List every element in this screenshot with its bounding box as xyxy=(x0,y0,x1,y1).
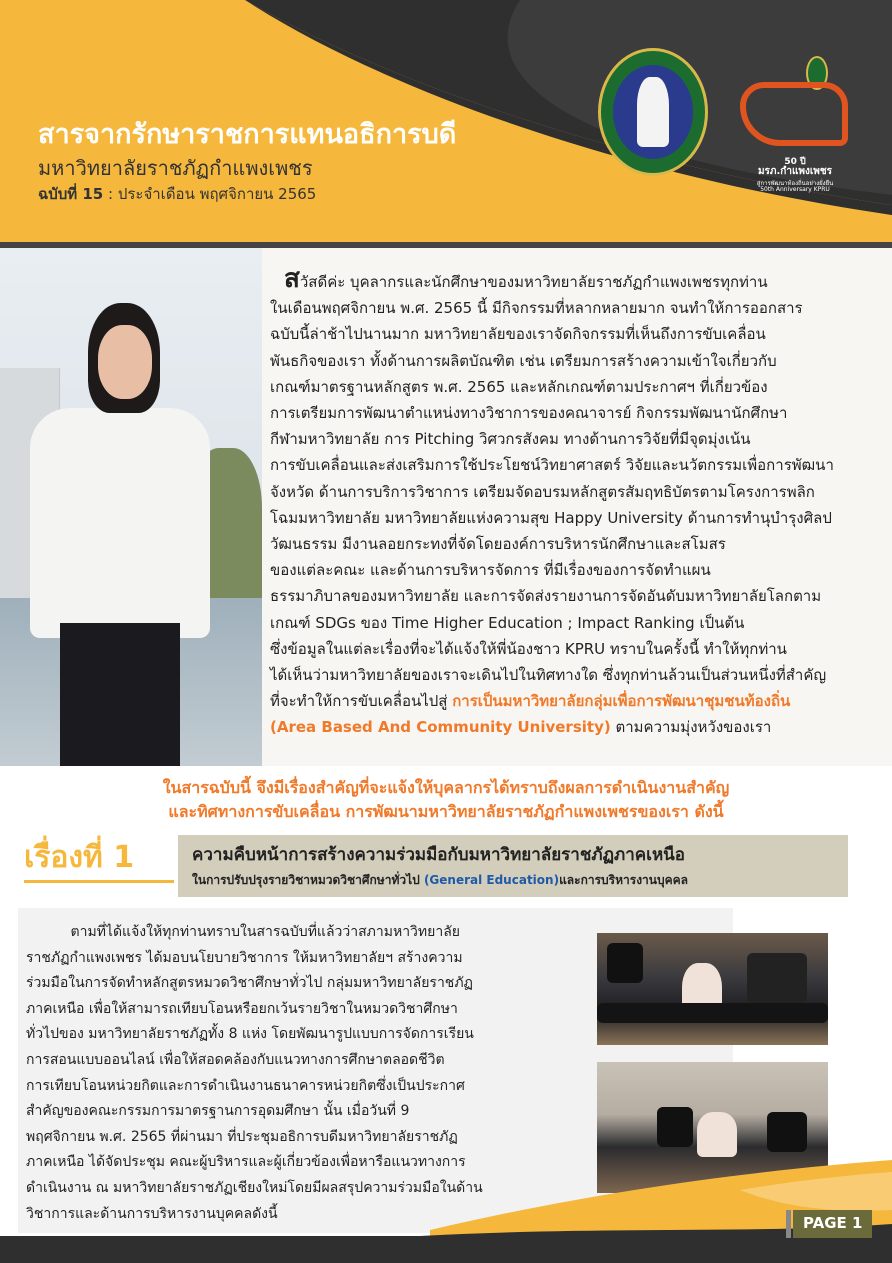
meeting-photo-1 xyxy=(597,933,828,1045)
message-line: กีฬามหาวิทยาลัย การ Pitching วิศวกรสังคม ทางด้านการวิจัยที่มีจุดมุ่งเน้น xyxy=(270,430,751,449)
story-line: การเทียบโอนหน่วยกิตและการดำเนินงานธนาคารหน่วยกิตซึ่งเป็นประกาศ xyxy=(26,1077,465,1094)
story-line: ร่วมมือในการจัดทำหลักสูตรหมวดวิชาศึกษาทั่วไป กลุ่มมหาวิทยาลัยราชภัฏ xyxy=(26,975,473,992)
anniversary-logo: 50 ปี มรภ.กำแพงเพชร สู่การพัฒนาท้องถิ่นอย่างยั่งยืน 50th Anniversary KPRU xyxy=(736,52,854,194)
story-line: วิชาการและด้านการบริหารงานบุคคลดังนี้ xyxy=(26,1205,278,1222)
message-line: วัฒนธรรม มีงานลอยกระทงที่จัดโดยองค์การบริหารนักศึกษาและสโมสร xyxy=(270,535,726,554)
page-number: PAGE 1 xyxy=(793,1210,872,1238)
story-line: ภาคเหนือ เพื่อให้สามารถเทียบโอนหรือยกเว้นรายวิชาในหมวดวิชาศึกษา xyxy=(26,1000,458,1017)
issue-number: ฉบับที่ 15 xyxy=(38,185,104,203)
story-line: ทั่วไปของ มหาวิทยาลัยราชภัฏทั้ง 8 แห่ง โดยพัฒนารูปแบบการจัดการเรียน xyxy=(26,1026,474,1043)
intro-heading: ในสารฉบับนี้ จึงมีเรื่องสำคัญที่จะแจ้งให้บุคลากรได้ทราบถึงผลการดำเนินงานสำคัญ และทิศทางการขับเคลื่อน การพัฒนามหาวิทยาลัยราชภัฏกำแพงเพชรของเรา ดังนี้ xyxy=(162,778,730,821)
story-line: ราชภัฏกำแพงเพชร ได้มอบนโยบายวิชาการ ให้มหาวิทยาลัยฯ สร้างความ xyxy=(26,949,463,966)
message-line: เกณฑ์ SDGs ของ Time Higher Education ; Impact Ranking เป็นต้น xyxy=(270,613,745,632)
message-line: ในเดือนพฤศจิกายน พ.ศ. 2565 นี้ มีกิจกรรมที่หลากหลายมาก จนทำให้การออกสาร xyxy=(270,299,803,318)
portrait-photo xyxy=(0,248,262,766)
drop-cap: ส xyxy=(284,264,300,294)
story-heading-box xyxy=(178,835,848,897)
page-subtitle: มหาวิทยาลัยราชภัฏกำแพงเพชร xyxy=(38,156,313,180)
message-line: จังหวัด ด้านการบริการวิชาการ เตรียมจัดอบรมหลักสูตรสัมฤทธิบัตรตามโครงการพลิก xyxy=(270,482,815,501)
message-line: ได้เห็นว่ามหาวิทยาลัยของเราจะเดินไปในทิศทางใด ซึ่งทุกท่านล้วนเป็นส่วนหนึ่งที่สำคัญ xyxy=(270,666,827,685)
highlight-text: (Area Based And Community University) xyxy=(270,718,611,737)
story-line: ดำเนินงาน ณ มหาวิทยาลัยราชภัฏเชียงใหม่โดยมีผลสรุปความร่วมมือในด้าน xyxy=(26,1179,483,1196)
message-line: (Area Based And Community University) ตามความมุ่งหวังของเรา xyxy=(270,718,772,737)
story-line: การสอนแบบออนไลน์ เพื่อให้สอดคล้องกับแนวทางการศึกษาตลอดชีวิต xyxy=(26,1051,445,1068)
highlight-text: การเป็นมหาวิทยาลัยกลุ่มเพื่อการพัฒนาชุมชนท้องถิ่น xyxy=(452,692,791,711)
message-line: ธรรมาภิบาลของมหาวิทยาลัย และการจัดส่งรายงานการจัดอันดับมหาวิทยาลัยโลกตาม xyxy=(270,587,822,606)
story-subheading: ในการปรับปรุงรายวิชาหมวดวิชาศึกษาทั่วไป (General Education)และการบริหารงานบุคคล xyxy=(192,873,689,887)
message-line: สวัสดีค่ะ บุคลากรและนักศึกษาของมหาวิทยาลัยราชภัฏกำแพงเพชรทุกท่าน xyxy=(284,264,768,294)
story-line: ตามที่ได้แจ้งให้ทุกท่านทราบในสารฉบับที่แล้วว่าสภามหาวิทยาลัย xyxy=(26,924,460,940)
footer-bar xyxy=(0,1150,892,1263)
story-heading: ความคืบหน้าการสร้างความร่วมมือกับมหาวิทยาลัยราชภัฏภาคเหนือ xyxy=(192,845,685,865)
university-logo xyxy=(598,48,708,176)
message-line: ซึ่งข้อมูลในแต่ละเรื่องที่จะได้แจ้งให้พี่น้องชาว KPRU ทราบในครั้งนี้ ทำให้ทุกท่าน xyxy=(270,639,787,658)
story-line: ภาคเหนือ ได้จัดประชุม คณะผู้บริหารและผู้เกี่ยวข้องเพื่อหารือแนวทางการ xyxy=(26,1154,466,1171)
message-line: ที่จะทำให้การขับเคลื่อนไปสู่ การเป็นมหาวิทยาลัยกลุ่มเพื่อการพัฒนาชุมชนท้องถิ่น xyxy=(270,692,791,711)
story-line: พฤศจิกายน พ.ศ. 2565 ที่ผ่านมา ที่ประชุมอธิการบดีมหาวิทยาลัยราชภัฏ xyxy=(26,1128,458,1145)
issue-line xyxy=(38,182,578,206)
message-line: โฉมมหาวิทยาลัย มหาวิทยาลัยแห่งความสุข Happy University ด้านการทำนุบำรุงศิลป xyxy=(270,508,832,527)
message-line: ฉบับนี้ล่าช้าไปนานมาก มหาวิทยาลัยของเราจัดกิจกรรมที่เห็นถึงการขับเคลื่อน xyxy=(270,325,766,344)
message-line: การเตรียมการพัฒนาตำแหน่งทางวิชาการของคณาจารย์ กิจกรรมพัฒนานักศึกษา xyxy=(270,404,788,423)
page-badge xyxy=(786,1210,872,1238)
message-line: พันธกิจของเรา ทั้งด้านการผลิตบัณฑิต เช่น เตรียมการสร้างความเข้าใจเกี่ยวกับ xyxy=(270,351,777,370)
message-line: การขับเคลื่อนและส่งเสริมการใช้ประโยชน์วิทยาศาสตร์ วิจัยและนวัตกรรมเพื่อการพัฒนา xyxy=(270,456,834,475)
issue-date: : ประจำเดือน พฤศจิกายน 2565 xyxy=(103,185,317,203)
message-text xyxy=(270,266,882,741)
message-line: เกณฑ์มาตรฐานหลักสูตร พ.ศ. 2565 และหลักเกณฑ์ตามประกาศฯ ที่เกี่ยวข้อง xyxy=(270,377,768,396)
header-banner xyxy=(0,0,892,246)
story-line: สำคัญของคณะกรรมการมาตรฐานการอุดมศึกษา นั้น เมื่อวันที่ 9 xyxy=(26,1103,410,1120)
message-section xyxy=(262,248,892,766)
message-line: ของแต่ละคณะ และด้านการบริหารจัดการ ที่มีเรื่องของการจัดทำแผน xyxy=(270,561,711,580)
page-title: สารจากรักษาราชการแทนอธิการบดี xyxy=(38,119,457,150)
story-number: เรื่องที่ 1 xyxy=(24,836,174,883)
